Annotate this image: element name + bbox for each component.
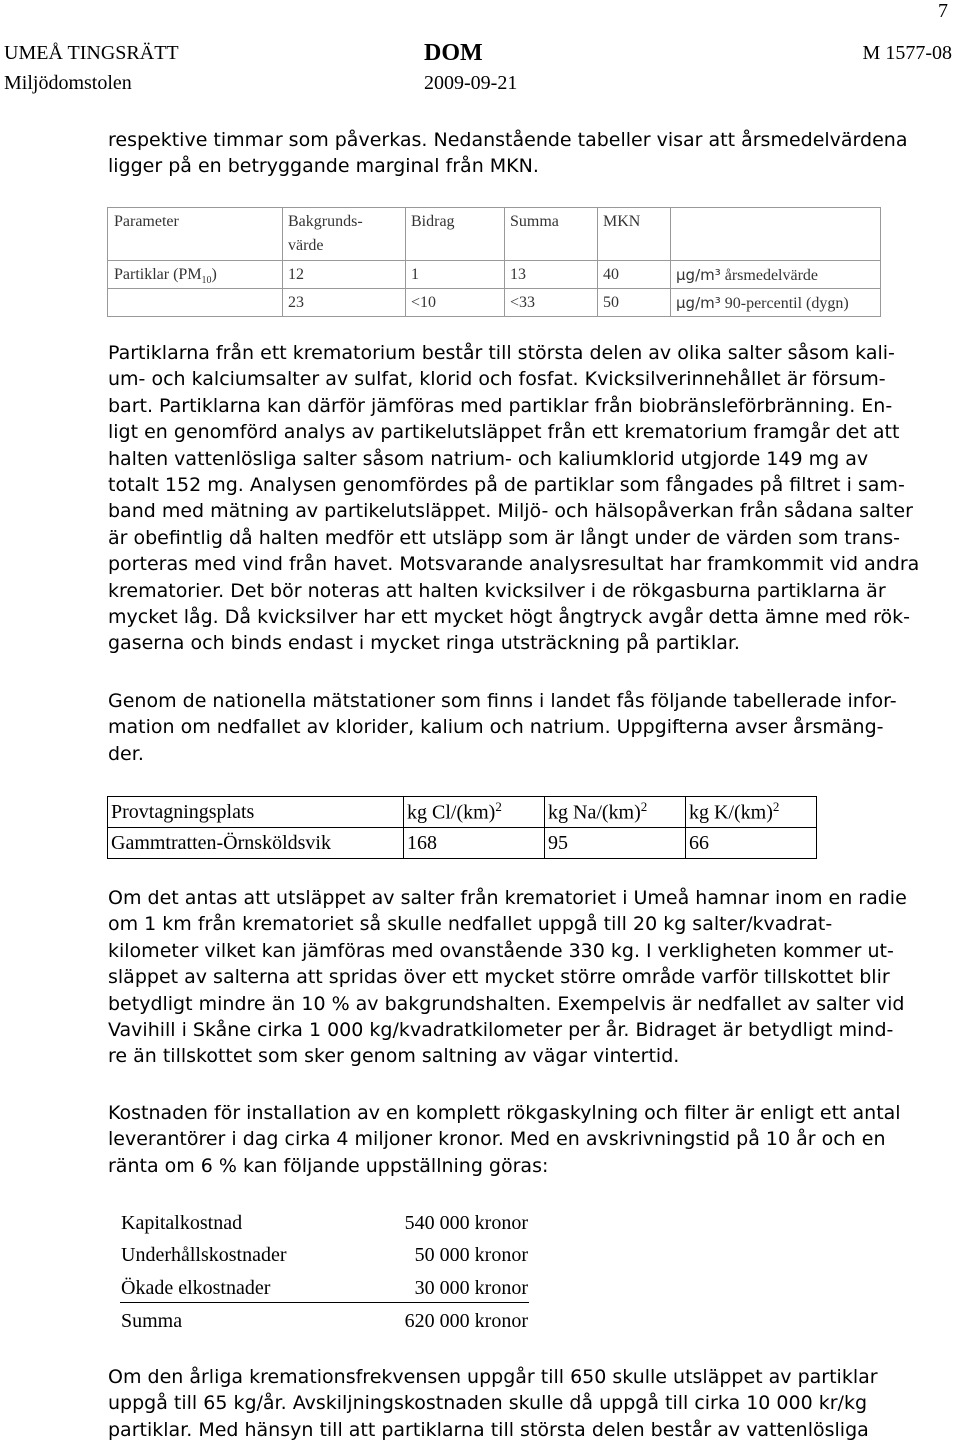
court-name: UMEÅ TINGSRÄTT — [4, 42, 179, 64]
emission-paragraph — [108, 885, 907, 1070]
text-line: gaserna och binds endast i mycket ringa utsträckning på partiklar. — [108, 632, 740, 655]
text-line: Om det antas att utsläppet av salter från krematoriet i Umeå hamnar inom en radie — [108, 887, 907, 909]
cell-site: Gammtratten-Örnsköldsvik — [108, 828, 404, 859]
text-line: band med mätning av partikelutsläppet. Miljö- och hälsopåverkan från sådana salter — [108, 500, 913, 523]
cost-paragraph — [108, 1100, 901, 1179]
cell-background: 12 — [288, 266, 304, 283]
intro-paragraph — [108, 127, 908, 180]
cell-parameter-subscript: 10 — [201, 275, 212, 287]
cell-sum: 13 — [510, 266, 526, 283]
cell-mkn: 40 — [603, 266, 619, 283]
header-cl-sup: 2 — [495, 799, 502, 815]
table-header-row — [108, 208, 880, 260]
cell-parameter-close: ) — [211, 266, 217, 283]
header-k — [686, 797, 817, 828]
header-parameter: Parameter — [114, 213, 179, 230]
text-line: betydligt mindre än 10 % av bakgrundshalten. Exempelvis är nedfallet av salter vid — [108, 992, 905, 1015]
cell-unit-symbol: µg/m³ — [676, 294, 721, 312]
text-line: respektive timmar som påverkas. Nedanstående tabeller visar att årsmedelvärdena — [108, 129, 908, 151]
header-na-sup: 2 — [640, 799, 648, 815]
court-department: Miljödomstolen — [4, 72, 132, 94]
text-line: Vavihill i Skåne cirka 1 000 kg/kvadratkilometer per år. Bidraget är betydligt mind- — [108, 1019, 894, 1042]
text-line: är obefintlig då halten medför ett utsläpp som är långt under de värden som trans- — [108, 526, 900, 549]
text-line: totalt 152 mg. Analysen genomfördes på de partiklar som fångades på filtret i sam- — [108, 474, 905, 497]
header-k-sup: 2 — [772, 799, 780, 815]
header-na — [545, 797, 686, 828]
cell-unit — [676, 263, 818, 288]
text-line: om 1 km från krematoriet så skulle nedfallet uppgå till 20 kg salter/kvadrat- — [108, 913, 833, 936]
text-line: Kostnaden för installation av en komplett rökgaskylning och filter är enligt ett antal — [108, 1102, 901, 1124]
cell-parameter-text: Partiklar (PM — [114, 266, 202, 283]
header-background-line1: Bakgrunds- — [288, 213, 363, 230]
cost-total-amount: 620 000 kronor — [404, 1310, 528, 1332]
cell-mkn: 50 — [603, 294, 619, 311]
text-line: krematorier. Det bör noteras att halten kvicksilver i de rökgasburna partiklarna är — [108, 579, 886, 602]
text-line: släppet av salterna att spridas över ett mycket större område varför tillskottet blir — [108, 966, 890, 989]
cost-amount: 30 000 kronor — [414, 1277, 528, 1299]
cost-label: Kapitalkostnad — [121, 1212, 243, 1234]
cell-contribution: <10 — [411, 294, 437, 311]
text-line: Partiklarna från ett krematorium består till största delen av olika salter såsom kali- — [108, 342, 895, 364]
frequency-paragraph — [108, 1364, 898, 1443]
text-line: der. — [108, 742, 144, 765]
text-line: kilometer vilket kan jämföras med ovanstående 330 kg. I verkligheten kommer ut- — [108, 939, 894, 962]
cost-label: Underhållskostnader — [121, 1244, 287, 1266]
cell-unit — [676, 291, 849, 316]
table-row — [108, 288, 880, 316]
cell-unit-note: årsmedelvärde — [724, 267, 819, 284]
cell-k: 66 — [686, 828, 817, 859]
text-line: Om den årliga kremationsfrekvensen uppgår till 650 skulle utsläppet av partiklar — [108, 1366, 878, 1388]
deposition-table — [107, 796, 817, 859]
cell-unit-symbol: µg/m³ — [676, 266, 721, 284]
table-header-row — [108, 797, 817, 828]
header-cl — [404, 797, 545, 828]
text-line: leverantörer i dag cirka 4 miljoner kronor. Med en avskrivningstid på 10 år och en — [108, 1128, 886, 1151]
text-line: ligger på en betryggande marginal från MKN. — [108, 155, 539, 178]
table-row — [108, 260, 880, 288]
text-line: halten vattenlösliga salter såsom natrium- och kaliumklorid utgjorde 149 mg av — [108, 447, 869, 470]
document-type: DOM — [424, 40, 483, 66]
cell-background: 23 — [288, 294, 304, 311]
cell-sum: <33 — [510, 294, 536, 311]
document-date: 2009-09-21 — [424, 72, 518, 94]
sum-divider — [120, 1302, 529, 1303]
header-background-line2: värde — [288, 237, 324, 254]
page-number: 7 — [938, 0, 948, 22]
text-line: ligt en genomförd analys av partikelutsläppet från ett krematorium framgår det att — [108, 421, 900, 444]
text-line: partiklar. Med hänsyn till att partiklarna till största delen består av vattenlösliga — [108, 1418, 869, 1441]
text-line: bart. Partiklarna kan därför jämföras med partiklar från biobränsleförbränning. En- — [108, 394, 893, 417]
cost-total-label: Summa — [121, 1310, 183, 1332]
text-line: mycket låg. Då kvicksilver har ett mycket högt ångtryck avgår detta ämne med rök- — [108, 606, 910, 629]
case-number: M 1577-08 — [862, 42, 952, 64]
header-mkn: MKN — [603, 213, 641, 230]
national-stations-paragraph — [108, 688, 898, 767]
cost-amount: 50 000 kronor — [414, 1244, 528, 1266]
text-line: um- och kalciumsalter av sulfat, klorid och fosfat. Kvicksilverinnehållet är försum- — [108, 368, 886, 391]
text-line: Genom de nationella mätstationer som finns i landet fås följande tabellerade infor- — [108, 690, 897, 712]
header-cl-text: kg Cl/(km) — [407, 801, 496, 824]
text-line: ränta om 6 % kan följande uppställning göras: — [108, 1154, 549, 1177]
header-na-text: kg Na/(km) — [548, 801, 641, 824]
header-k-text: kg K/(km) — [689, 801, 773, 824]
particle-limit-table — [107, 207, 881, 317]
header-site: Provtagningsplats — [108, 797, 404, 828]
cell-na: 95 — [545, 828, 686, 859]
text-line: uppgå till 65 kg/år. Avskiljningskostnaden skulle då uppgå till cirka 10 000 kr/kg — [108, 1392, 868, 1415]
cell-contribution: 1 — [411, 266, 419, 283]
cost-amount: 540 000 kronor — [404, 1212, 528, 1234]
cell-unit-note: 90-percentil (dygn) — [724, 295, 849, 312]
cost-label: Ökade elkostnader — [121, 1277, 271, 1299]
cell-cl: 168 — [404, 828, 545, 859]
header-background — [288, 210, 363, 258]
text-line: mation om nedfallet av klorider, kalium och natrium. Uppgifterna avser årsmäng- — [108, 716, 884, 739]
header-sum: Summa — [510, 213, 559, 230]
text-line: re än tillskottet som sker genom saltning av vägar vintertid. — [108, 1045, 680, 1068]
table-row — [108, 828, 817, 859]
header-contribution: Bidrag — [411, 213, 455, 230]
particles-paragraph — [108, 340, 920, 657]
text-line: porteras med vind från havet. Motsvarande analysresultat har framkommit vid andra — [108, 553, 920, 576]
